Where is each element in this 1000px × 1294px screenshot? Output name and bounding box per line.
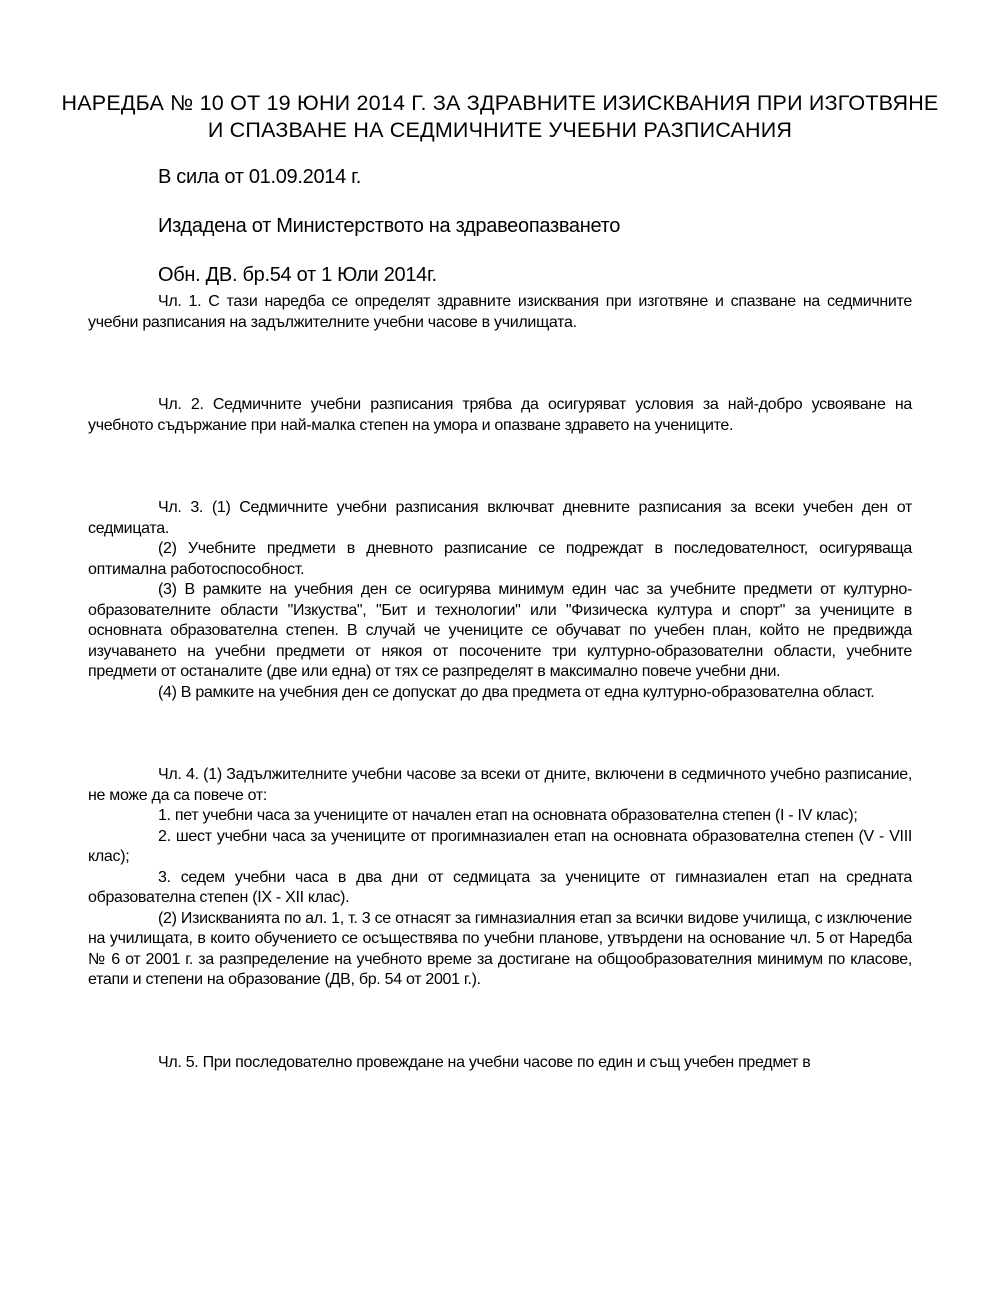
spacer <box>88 333 912 395</box>
spacer <box>88 703 912 765</box>
spacer <box>88 436 912 498</box>
article-3-paragraph-4: (4) В рамките на учебния ден се допускат до два предмета от една културно-образователна област. <box>158 683 875 701</box>
document-title: НАРЕДБА № 10 ОТ 19 ЮНИ 2014 Г. ЗА ЗДРАВНИТЕ ИЗИСКВАНИЯ ПРИ ИЗГОТВЯНЕ И СПАЗВАНЕ НА СЕДМИЧНИТЕ УЧЕБНИ РАЗПИСАНИЯ <box>61 91 939 142</box>
article-4-paragraph-2: (2) Изискванията по ал. 1, т. 3 се отнасят за гимназиалния етап за всички видове училища, с изключение на училищата, в които обучението се осъществява по учебни планове, утвърдени на основание чл. 5 от Наредба № 6 от 2001 г. за разпределение на учебното време за достигане на общообразователния минимум по класове, етапи и степени на образование (ДВ, бр. 54 от 2001 г.). <box>88 909 912 988</box>
article-4-item-3: 3. седем учебни часа в два дни от седмицата за учениците от гимназиален етап на средната образователна степен (IX - XII клас). <box>88 868 912 906</box>
publication-info: Обн. ДВ. бр.54 от 1 Юли 2014г. <box>158 264 437 286</box>
article-4-item-2: 2. шест учебни часа за учениците от прогимназиален етап на основната образователна степен (V - VIII клас); <box>88 827 912 865</box>
article-5-paragraph-1: Чл. 5. При последователно провеждане на учебни часове по един и същ учебен предмет в <box>158 1053 811 1071</box>
effective-date: В сила от 01.09.2014 г. <box>158 166 361 188</box>
article-4-paragraph-1: Чл. 4. (1) Задължителните учебни часове за всеки от дните, включени в седмичното учебно разписание, не може да са повече от: <box>88 766 912 804</box>
article-4-item-1: 1. пет учебни часа за учениците от начален етап на основната образователна степен (I - IV клас); <box>158 807 858 824</box>
article-3-paragraph-2: (2) Учебните предмети в дневното разписание се подреждат в последователност, осигуряваща оптимална работоспособност. <box>88 540 912 578</box>
spacer <box>88 991 912 1053</box>
document-body <box>88 292 912 1073</box>
article-1: Чл. 1. С тази наредба се определят здравните изисквания при изготвяне и спазване на седмичните учебни разписания на задължителните учебни часове в училищата. <box>88 293 912 331</box>
issuing-authority: Издадена от Министерството на здравеопазването <box>158 215 621 237</box>
article-2: Чл. 2. Седмичните учебни разписания трябва да осигуряват условия за най-добро усвояване на учебното съдържание при най-малка степен на умора и опазване здравето на учениците. <box>88 396 912 434</box>
article-3-paragraph-1: Чл. 3. (1) Седмичните учебни разписания включват дневните разписания за всеки учебен ден от седмицата. <box>88 499 912 537</box>
article-3-paragraph-3: (3) В рамките на учебния ден се осигурява минимум един час за учебните предмети от културно-образователните области "Изкуства", "Бит и технологии" или "Физическа култура и спорт" за учениците в основната образователна степен. В случай че учениците се обучават по учебен план, който не предвижда изучаването на учебни предмети от някоя от посочените три културно-образователни области, учебните предмети от останалите (две или една) от тях се разпределят в максимално повече учебни дни. <box>88 581 912 680</box>
